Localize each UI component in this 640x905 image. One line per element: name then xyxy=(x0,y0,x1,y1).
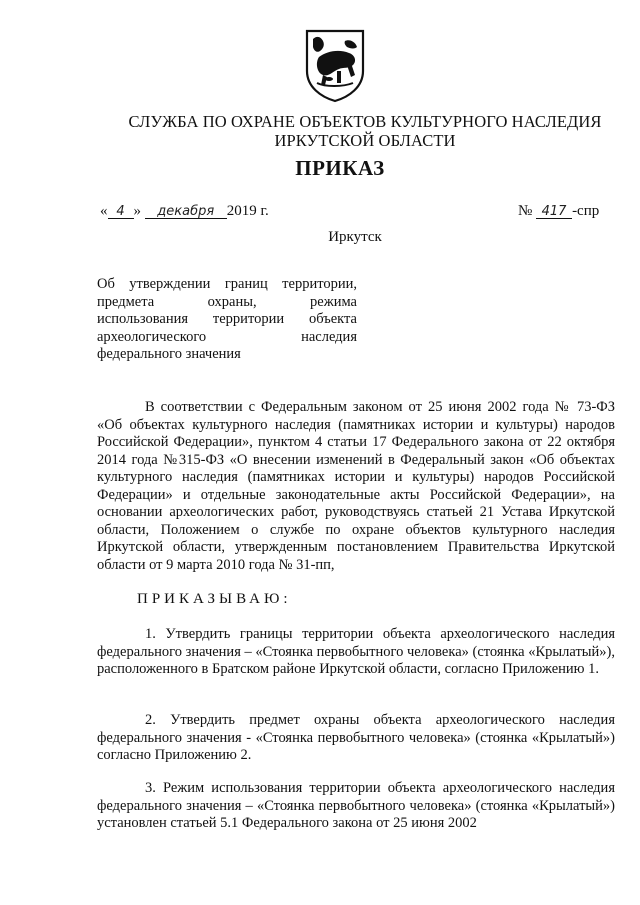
coat-of-arms-icon xyxy=(303,27,367,103)
order-number xyxy=(518,203,599,220)
date-year: 2019 г. xyxy=(226,203,269,219)
order-item xyxy=(97,626,615,679)
subject-line: Об утверждении границ территории, xyxy=(97,276,357,292)
date-day: 4 xyxy=(108,205,134,219)
order-item xyxy=(97,712,615,765)
order-item-text: 1. Утвердить границы территории объекта археологического наследия федерального значения – «Стоянка первобытного человека» (стоянка «Крылатый»), расположенного в Братском районе Иркутской области, согласно Приложению 1. xyxy=(97,626,615,677)
number-value: 417 xyxy=(536,205,572,219)
date-month: декабря xyxy=(145,205,227,219)
order-date xyxy=(100,203,269,220)
subject-line: предмета охраны, режима xyxy=(97,293,357,310)
city: Иркутск xyxy=(328,229,382,245)
agency-name-line1: СЛУЖБА ПО ОХРАНЕ ОБЪЕКТОВ КУЛЬТУРНОГО НАСЛЕДИЯ xyxy=(128,112,602,131)
order-title: ПРИКАЗ xyxy=(295,156,385,180)
order-item-text: 3. Режим использования территории объекта археологического наследия федерального значения – «Стоянка первобытного человека» (стоянка «Крылатый») установлен статьей 5.1 Федерального закона от 25 июня 2002 xyxy=(97,780,615,831)
decree-heading: ПРИКАЗЫВАЮ: xyxy=(137,591,292,607)
subject-line: федерального значения xyxy=(97,346,241,362)
number-suffix: -спр xyxy=(572,203,600,219)
order-item-text: 2. Утвердить предмет охраны объекта археологического наследия федерального значения - «Стоянка первобытного человека» (стоянка «Крылатый») согласно Приложению 2. xyxy=(97,712,615,763)
subject-line: археологического наследия xyxy=(97,328,357,345)
number-sign: № xyxy=(518,203,533,219)
subject-line: использования территории объекта xyxy=(97,311,357,327)
date-close-quote: » xyxy=(133,203,141,219)
order-subject xyxy=(97,276,357,364)
order-item xyxy=(97,780,615,833)
preamble-text: В соответствии с Федеральным законом от 25 июня 2002 года № 73-ФЗ «Об объектах культурного наследия (памятниках истории и культуры) народов Российской Федерации», пунктом 4 статьи 17 Федерального закона от 22 октября 2014 года №315-ФЗ «О внесении изменений в Федеральный закон «Об объектах культурного наследия (памятниках истории и культуры) народов Российской Федерации» и отдельные законодательные акты Российской Федерации», на основании археологических работ, руководствуясь статьей 21 Устава Иркутской области, Положением о службе по охране объектов культурного наследия Иркутской области, утвержденным постановлением Правительства Иркутской области от 9 марта 2010 года № 31-пп, xyxy=(97,399,615,573)
preamble-paragraph xyxy=(97,399,615,574)
agency-name xyxy=(80,112,640,150)
agency-name-line2: ИРКУТСКОЙ ОБЛАСТИ xyxy=(274,131,456,150)
date-open-quote: « xyxy=(100,203,108,219)
